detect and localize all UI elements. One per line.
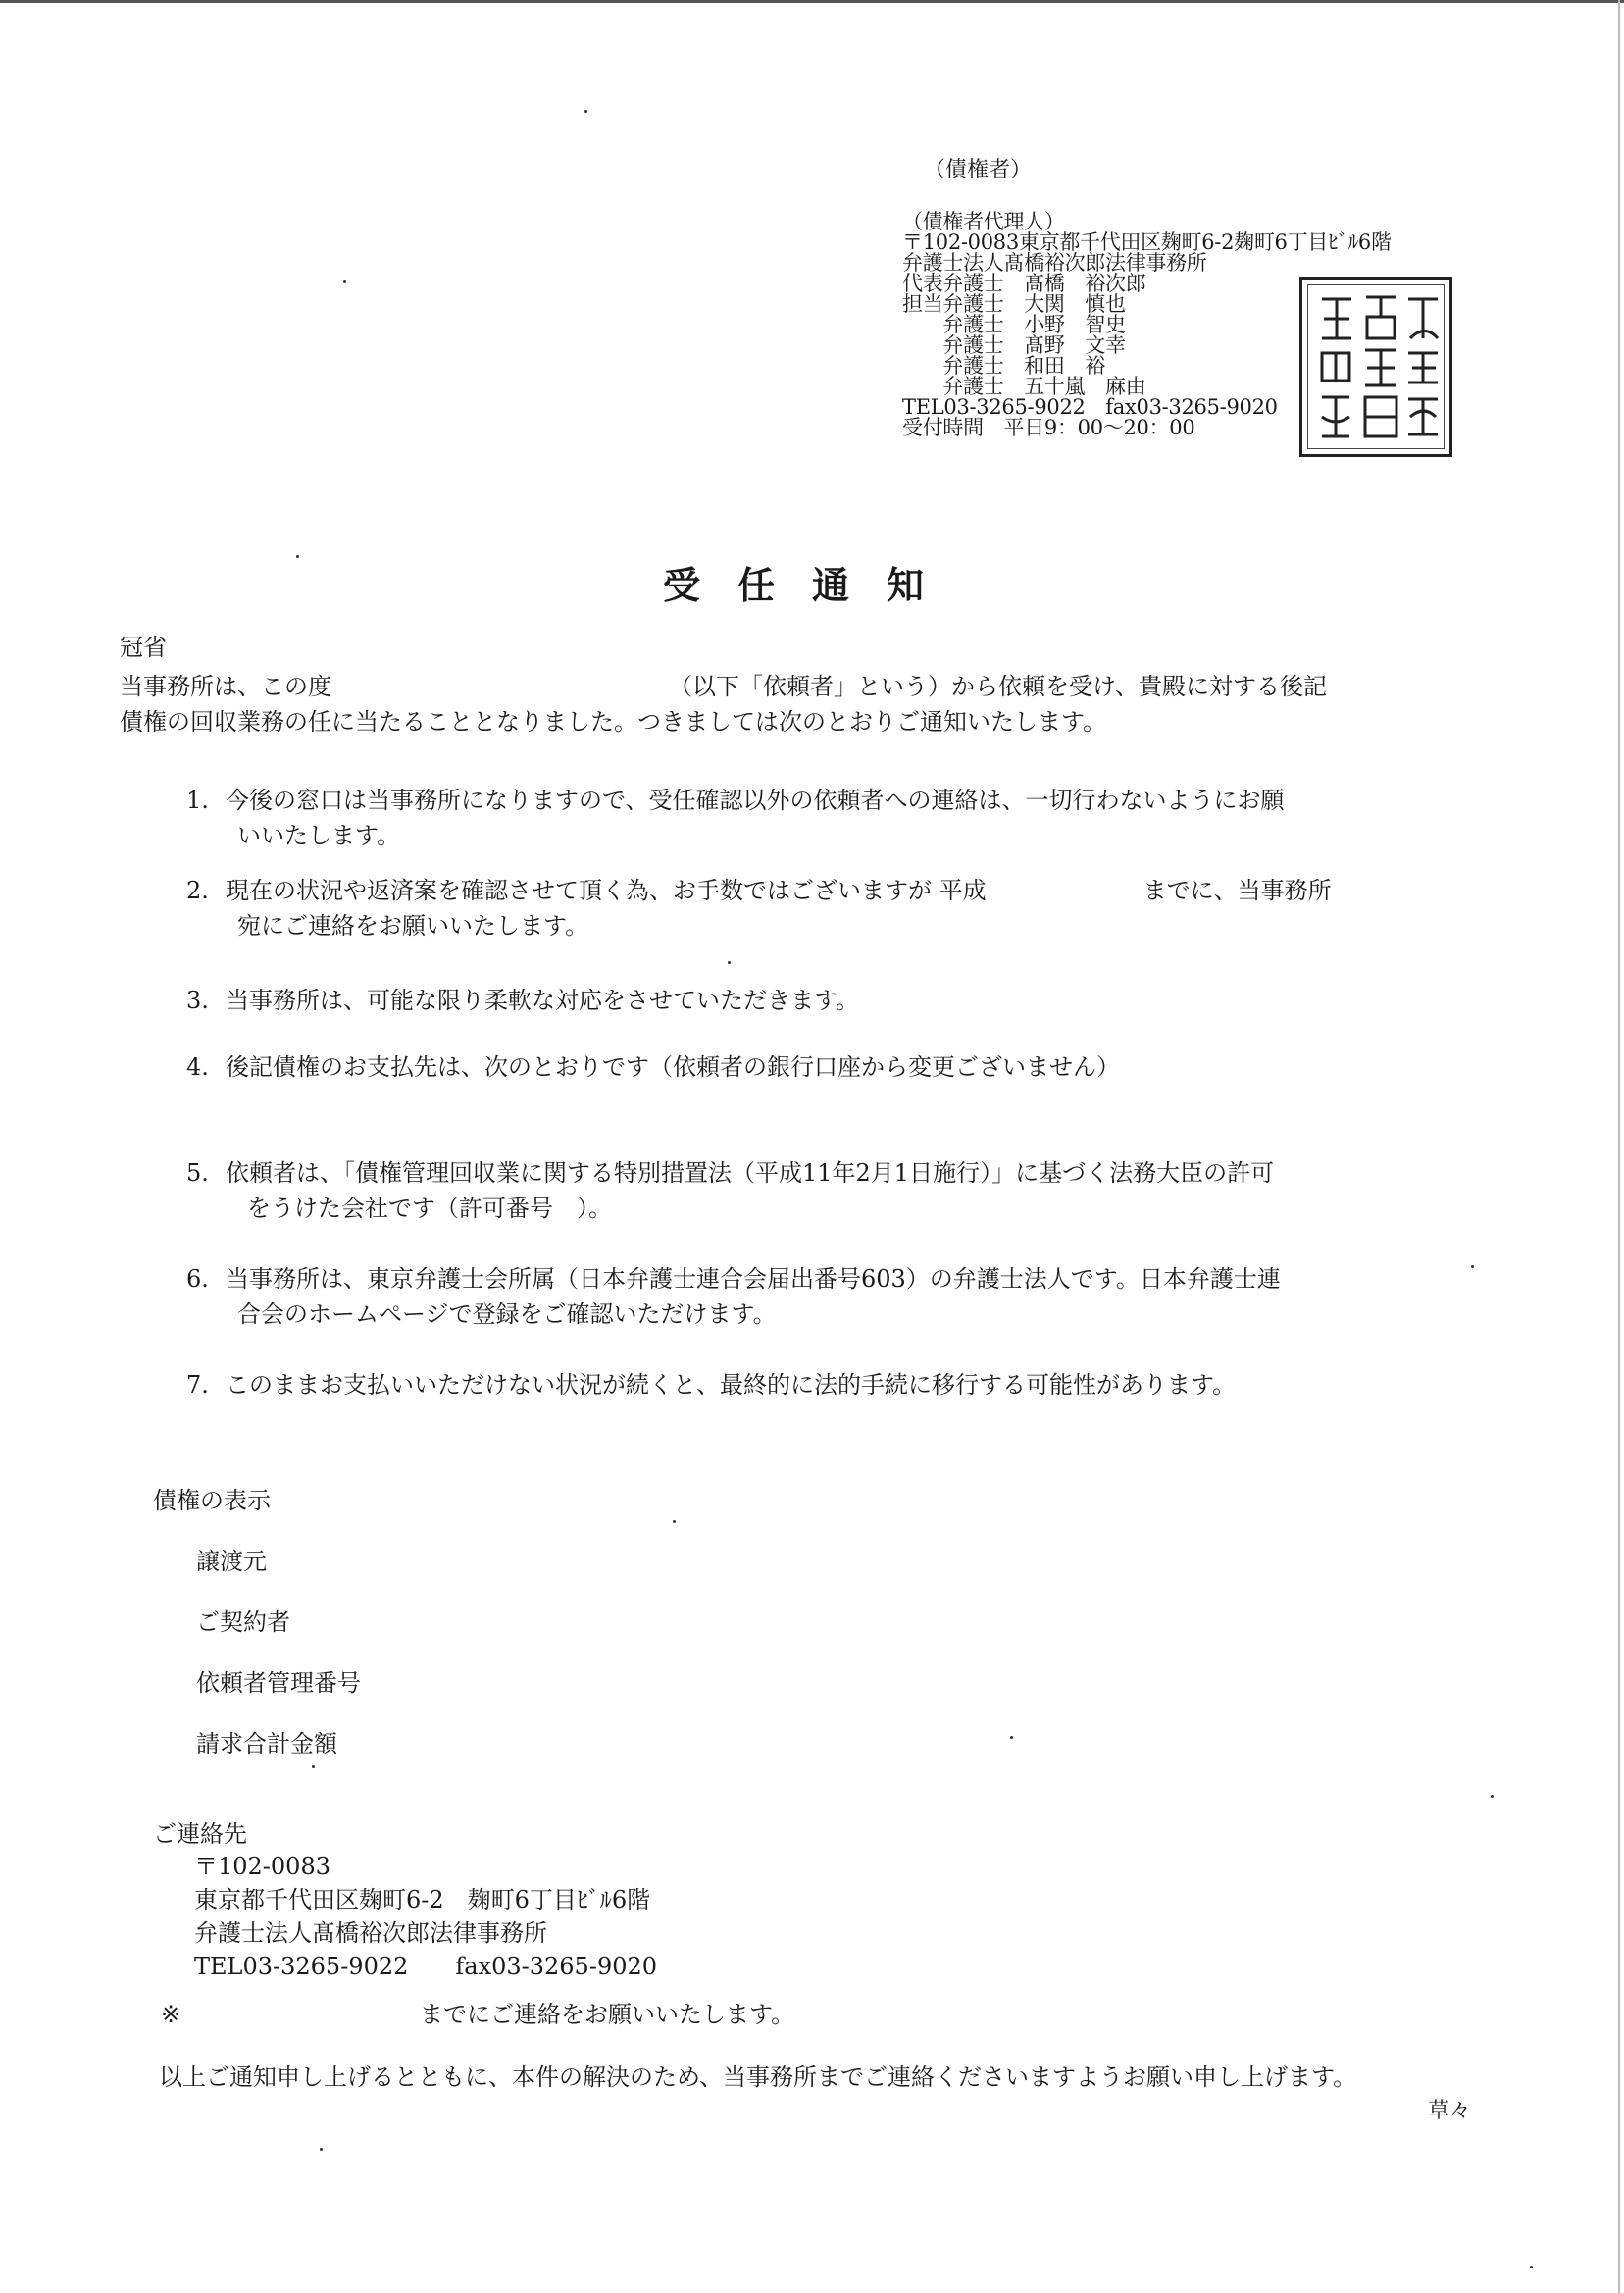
list-item: 2. 現在の状況や返済案を確認させて頂く為、お手数ではございますが 平成 までに、当事務所 宛にご連絡をお願いいたします。 — [186, 877, 1332, 940]
claim-section-title: 債権の表示 — [153, 1487, 271, 1514]
intro-line2: 債権の回収業務の任に当たることとなりました。つきましては次のとおりご通知いたします。 — [120, 708, 1107, 736]
greeting: 冠省 — [120, 634, 167, 661]
claim-field-client-number: 依頼者管理番号 — [196, 1669, 361, 1697]
list-item: 6. 当事務所は、東京弁護士会所属（日本弁護士連合会届出番号603）の弁護士法人です。日本弁護士連 合会のホームページで登録をご確認いただけます。 — [186, 1265, 1281, 1328]
document-title: 受任通知 — [662, 563, 961, 607]
note-mark: ※ — [161, 2001, 181, 2028]
note-text: までにご連絡をお願いいたします。 — [420, 2001, 795, 2028]
agent-lawyer: 担当弁護士 大関 慎也 — [902, 292, 1126, 316]
scan-speck — [296, 555, 299, 558]
scan-speck — [1491, 1795, 1494, 1798]
scan-speck — [343, 280, 346, 283]
sign-off: 草々 — [1428, 2099, 1472, 2123]
list-item: 1. 今後の窓口は当事務所になりますので、受任確認以外の依頼者への連絡は、一切行わないようにお願 いいたします。 — [186, 787, 1285, 849]
creditor-label: （債権者） — [924, 158, 1033, 182]
list-item: 4. 後記債権のお支払先は、次のとおりです（依頼者の銀行口座から変更ございません） — [186, 1053, 1120, 1081]
contact-block — [194, 1850, 657, 1983]
agent-lawyer: 弁護士 小野 智史 — [902, 313, 1126, 336]
agent-lawyer: 弁護士 五十嵐 麻由 — [902, 375, 1146, 398]
scan-speck — [1471, 1265, 1474, 1268]
agent-firm-name: 弁護士法人髙橋裕次郎法律事務所 — [902, 251, 1207, 275]
scan-speck — [1530, 2266, 1533, 2268]
scan-top-edge — [0, 0, 1624, 3]
agent-hours: 受付時間 平日9：00～20：00 — [902, 416, 1195, 439]
scan-speck — [320, 2148, 323, 2151]
claim-field-transferor: 譲渡元 — [196, 1548, 267, 1575]
agent-lawyer: 代表弁護士 髙橋 裕次郎 — [902, 272, 1146, 295]
intro-line1-start: 当事務所は、この度 — [120, 673, 331, 700]
contact-postal: 〒102-0083 — [194, 1853, 330, 1880]
contact-firm-name: 弁護士法人髙橋裕次郎法律事務所 — [194, 1919, 547, 1947]
contact-address: 東京都千代田区麹町6-2 麹町6丁目ﾋﾞﾙ6階 — [194, 1886, 651, 1913]
scan-right-edge — [1618, 0, 1620, 2293]
agent-lawyer: 弁護士 髙野 文幸 — [902, 333, 1126, 357]
scan-speck — [673, 1520, 676, 1523]
list-item: 5. 依頼者は、「債権管理回収業に関する特別措置法（平成11年2月1日施行）」に基づく法務大臣の許可 をうけた会社です（許可番号 ）。 — [186, 1159, 1275, 1222]
contact-section-title: ご連絡先 — [153, 1820, 247, 1848]
scan-speck — [728, 961, 731, 964]
claim-field-contractor: ご契約者 — [196, 1608, 290, 1636]
closing-text: 以上ご通知申し上げるとともに、本件の解決のため、当事務所までご連絡くださいますようお願い申し上げます。 — [159, 2064, 1357, 2091]
claim-field-total-amount: 請求合計金額 — [196, 1730, 337, 1758]
intro-line1-end: （以下「依頼者」という）から依頼を受け、貴殿に対する後記 — [669, 673, 1328, 700]
seal-glyph-strokes — [1302, 280, 1455, 460]
agent-phone-fax: TEL03-3265-9022 fax03-3265-9020 — [902, 395, 1278, 419]
list-item: 7. このままお支払いいただけない状況が続くと、最終的に法的手続に移行する可能性があります。 — [186, 1371, 1237, 1399]
agent-lawyer: 弁護士 和田 裕 — [902, 354, 1105, 378]
agent-line: （債権者代理人） — [902, 210, 1065, 233]
firm-seal-stamp — [1299, 277, 1452, 457]
list-item: 3. 当事務所は、可能な限り柔軟な対応をさせていただきます。 — [186, 987, 860, 1014]
contact-phone-fax: TEL03-3265-9022 fax03-3265-9020 — [194, 1953, 658, 1980]
intro-paragraph — [120, 669, 1327, 739]
agent-address: 〒102-0083東京都千代田区麹町6-2麹町6丁目ﾋﾞﾙ6階 — [902, 230, 1392, 254]
scan-speck — [1010, 1736, 1013, 1739]
scan-speck — [312, 1765, 315, 1768]
scan-speck — [584, 110, 587, 113]
